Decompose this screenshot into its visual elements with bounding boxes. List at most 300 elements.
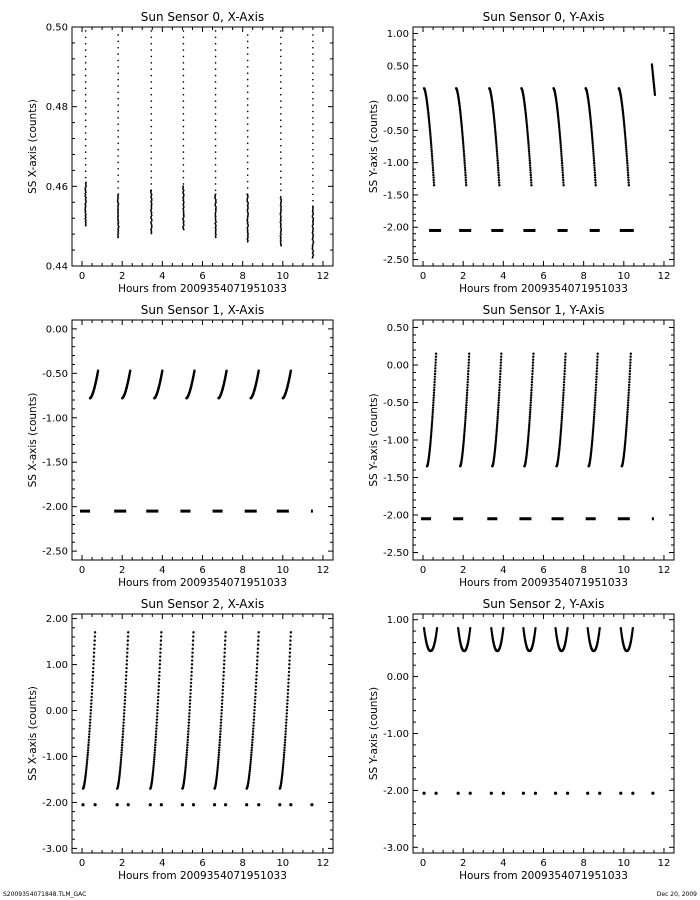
y-tick-label: -2.00 <box>383 785 409 797</box>
data-point <box>467 381 469 383</box>
data-point <box>215 119 217 121</box>
data-point <box>250 751 252 753</box>
y-tick-label: 0.50 <box>386 323 409 334</box>
x-tick-label: 12 <box>316 271 330 282</box>
data-point <box>467 364 469 366</box>
data-point <box>560 426 562 428</box>
y-tick-label: 0.00 <box>386 360 409 372</box>
data-point <box>463 151 465 153</box>
data-point <box>284 733 286 735</box>
data-point <box>247 53 249 55</box>
data-point <box>280 190 282 192</box>
data-point <box>183 94 185 96</box>
data-point <box>464 424 466 426</box>
data-point <box>530 394 532 396</box>
data-point <box>181 803 184 806</box>
data-point <box>158 671 160 673</box>
data-point <box>561 157 563 159</box>
data-point <box>257 639 259 641</box>
data-point <box>158 674 160 676</box>
data-point <box>247 136 249 138</box>
x-tick-label: 10 <box>276 858 290 869</box>
x-axis-label: Hours from 2009354071951033 <box>459 283 628 295</box>
data-point <box>290 631 292 633</box>
data-point <box>90 709 92 711</box>
data-point <box>528 151 530 153</box>
x-tick-label: 12 <box>657 271 671 282</box>
data-point <box>280 81 282 83</box>
data-point <box>191 651 193 653</box>
data-point <box>433 179 435 181</box>
data-point <box>217 761 219 763</box>
data-point <box>87 741 89 743</box>
data-point <box>433 392 435 394</box>
data-point <box>88 730 90 732</box>
data-point <box>155 736 157 738</box>
y-axis-label: SS Y-axis (counts) <box>368 393 380 487</box>
data-point <box>464 169 466 171</box>
data-point <box>117 136 119 138</box>
data-point <box>463 153 465 155</box>
data-point <box>183 164 185 166</box>
data-point <box>255 689 257 691</box>
x-tick-label: 4 <box>159 271 166 282</box>
data-point <box>283 749 285 751</box>
y-tick-label: -2.00 <box>42 797 68 809</box>
data-point <box>156 709 158 711</box>
data-point <box>280 113 282 115</box>
data-point <box>117 168 119 170</box>
x-tick-label: 8 <box>580 565 587 576</box>
data-point <box>215 81 217 83</box>
data-point <box>629 361 631 363</box>
data-point <box>432 404 434 406</box>
data-point <box>117 53 119 55</box>
y-tick-label: 0.00 <box>45 706 68 718</box>
data-point <box>312 143 314 145</box>
data-point <box>151 145 153 147</box>
data-point <box>528 420 530 422</box>
data-point <box>222 674 224 676</box>
data-point <box>215 43 217 45</box>
data-point <box>528 153 530 155</box>
data-point <box>85 177 87 179</box>
data-point <box>463 162 465 164</box>
x-tick-label: 10 <box>276 271 290 282</box>
data-point <box>185 758 187 760</box>
data-point <box>287 692 289 694</box>
data-point <box>85 132 87 134</box>
data-point <box>247 123 249 125</box>
data-point <box>594 181 596 183</box>
data-point <box>431 155 433 157</box>
data-point <box>126 648 128 650</box>
data-point <box>625 151 627 153</box>
data-point <box>257 803 260 806</box>
data-point <box>159 648 161 650</box>
data-point <box>467 367 469 369</box>
data-point <box>530 399 532 401</box>
data-point <box>119 765 121 767</box>
data-point <box>87 749 89 751</box>
data-point <box>434 792 437 795</box>
data-point <box>495 144 497 146</box>
data-point <box>462 140 464 142</box>
data-point <box>151 37 153 39</box>
data-point <box>554 792 557 795</box>
data-point <box>117 237 119 239</box>
data-point <box>500 358 502 360</box>
data-point <box>258 369 260 371</box>
data-point <box>592 422 594 424</box>
data-point <box>627 179 629 181</box>
y-tick-label: 0.50 <box>386 61 409 73</box>
data-point <box>500 361 502 363</box>
data-point <box>286 702 288 704</box>
data-point <box>285 727 287 729</box>
data-point <box>595 386 597 388</box>
data-point <box>280 139 282 141</box>
x-axis-label: Hours from 2009354071951033 <box>459 577 628 589</box>
data-point <box>123 715 125 717</box>
data-point <box>220 721 222 723</box>
data-point <box>280 49 282 51</box>
x-tick-label: 0 <box>78 271 86 282</box>
data-point <box>91 682 93 684</box>
y-tick-label: -2.50 <box>42 546 68 558</box>
data-point <box>497 169 499 171</box>
data-point <box>125 674 127 676</box>
data-point <box>499 367 501 369</box>
data-point <box>435 356 437 358</box>
data-point <box>462 138 464 140</box>
data-point <box>121 741 123 743</box>
data-point <box>495 138 497 140</box>
data-point <box>183 30 185 32</box>
data-point <box>498 399 500 401</box>
data-point <box>183 229 185 231</box>
data-point <box>119 763 121 765</box>
data-point <box>286 709 288 711</box>
data-point <box>464 164 466 166</box>
data-point <box>190 685 192 687</box>
data-point <box>215 68 217 70</box>
data-point <box>624 138 626 140</box>
data-point <box>626 415 628 417</box>
data-point <box>151 30 153 32</box>
data-point <box>215 107 217 109</box>
data-point <box>592 153 594 155</box>
data-point <box>593 169 595 171</box>
data-point <box>280 68 282 70</box>
data-point <box>89 724 91 726</box>
data-point <box>431 426 433 428</box>
data-point <box>117 72 119 74</box>
data-point <box>627 404 629 406</box>
data-point <box>187 724 189 726</box>
data-point <box>496 155 498 157</box>
data-point <box>529 167 531 169</box>
data-point <box>218 751 220 753</box>
plot-frame <box>413 320 674 560</box>
data-point <box>496 151 498 153</box>
data-point <box>88 727 90 729</box>
data-point <box>123 706 125 708</box>
data-point <box>628 184 630 186</box>
data-point <box>85 225 87 227</box>
data-point <box>122 733 124 735</box>
data-point <box>464 167 466 169</box>
data-point <box>192 635 194 637</box>
data-point <box>528 422 530 424</box>
data-point <box>251 741 253 743</box>
data-point <box>532 361 534 363</box>
data-point <box>496 157 498 159</box>
data-point <box>251 744 253 746</box>
data-point <box>151 113 153 115</box>
data-point <box>432 167 434 169</box>
data-point <box>247 117 249 119</box>
data-point <box>468 353 470 355</box>
data-point <box>247 92 249 94</box>
data-point <box>183 177 185 179</box>
data-point <box>593 157 595 159</box>
data-point <box>215 158 217 160</box>
data-point <box>120 756 122 758</box>
y-tick-label: -0.50 <box>383 398 409 409</box>
data-point <box>531 370 533 372</box>
x-tick-label: 2 <box>119 271 126 282</box>
data-point <box>431 160 433 162</box>
x-axis-label: Hours from 2009354071951033 <box>118 870 287 882</box>
data-point <box>280 196 282 198</box>
data-point <box>561 413 563 415</box>
data-point <box>592 148 594 150</box>
data-point <box>117 187 119 189</box>
data-point <box>631 792 634 795</box>
data-point <box>90 702 92 704</box>
data-point <box>287 678 289 680</box>
data-point <box>225 369 227 371</box>
data-point <box>158 678 160 680</box>
data-point <box>94 631 96 633</box>
data-point <box>247 174 249 176</box>
data-point <box>498 386 500 388</box>
data-point <box>626 409 628 411</box>
data-point <box>120 758 122 760</box>
data-point <box>625 144 627 146</box>
data-point <box>284 730 286 732</box>
data-point <box>561 167 563 169</box>
data-point <box>116 803 119 806</box>
x-tick-label: 2 <box>460 271 467 282</box>
data-point <box>215 237 217 239</box>
data-point <box>531 373 533 375</box>
data-point <box>431 424 433 426</box>
data-point <box>312 34 314 36</box>
x-tick-label: 4 <box>500 271 507 282</box>
data-point <box>159 655 161 657</box>
data-point <box>215 164 217 166</box>
data-point <box>312 66 314 68</box>
data-point <box>151 164 153 166</box>
data-point <box>561 162 563 164</box>
data-point <box>594 174 596 176</box>
data-point <box>528 155 530 157</box>
data-point <box>253 709 255 711</box>
x-axis-label: Hours from 2009354071951033 <box>118 577 287 589</box>
data-point <box>502 792 505 795</box>
plot-6 <box>368 597 674 882</box>
data-point <box>151 177 153 179</box>
data-point <box>117 98 119 100</box>
data-point <box>531 384 533 386</box>
data-point <box>125 682 127 684</box>
data-point <box>280 158 282 160</box>
data-point <box>530 181 532 183</box>
data-point <box>123 712 125 714</box>
data-point <box>85 43 87 45</box>
data-point <box>280 145 282 147</box>
data-point <box>462 144 464 146</box>
data-point <box>90 706 92 708</box>
data-point <box>564 364 566 366</box>
data-point <box>598 792 601 795</box>
plot-3 <box>27 303 333 589</box>
x-tick-label: 6 <box>199 565 206 576</box>
data-point <box>595 373 597 375</box>
data-point <box>464 415 466 417</box>
data-point <box>183 107 185 109</box>
data-point <box>432 171 434 173</box>
data-point <box>124 689 126 691</box>
data-point <box>625 146 627 148</box>
data-point <box>284 744 286 746</box>
data-point <box>530 401 532 403</box>
data-point <box>561 164 563 166</box>
data-point <box>247 143 249 145</box>
data-point <box>529 409 531 411</box>
data-points <box>84 30 314 259</box>
data-point <box>121 736 123 738</box>
data-point <box>153 761 155 763</box>
data-point <box>463 157 465 159</box>
data-point <box>221 702 223 704</box>
data-point <box>627 171 629 173</box>
x-tick-label: 2 <box>119 858 126 869</box>
data-point <box>183 49 185 51</box>
data-point <box>223 667 225 669</box>
data-point <box>247 60 249 62</box>
data-point <box>527 140 529 142</box>
data-point <box>153 756 155 758</box>
data-point <box>626 167 628 169</box>
data-point <box>431 157 433 159</box>
data-point <box>430 144 432 146</box>
y-tick-label: -2.00 <box>383 510 409 522</box>
plot-5 <box>27 597 333 882</box>
data-point <box>85 68 87 70</box>
x-tick-label: 10 <box>617 565 631 576</box>
data-point <box>183 119 185 121</box>
data-point <box>154 751 156 753</box>
data-point <box>626 164 628 166</box>
data-point <box>561 169 563 171</box>
data-point <box>254 706 256 708</box>
data-points <box>426 353 632 468</box>
data-point <box>154 746 156 748</box>
data-point <box>497 409 499 411</box>
data-point <box>247 168 249 170</box>
data-point <box>222 682 224 684</box>
data-point <box>247 162 249 164</box>
data-point <box>596 370 598 372</box>
data-point <box>435 358 437 360</box>
data-point <box>562 174 564 176</box>
data-point <box>495 142 497 144</box>
data-point <box>464 420 466 422</box>
data-point <box>433 181 435 183</box>
data-point <box>121 749 123 751</box>
y-tick-label: -2.50 <box>383 255 409 267</box>
data-point <box>117 41 119 43</box>
y-axis-label: SS X-axis (counts) <box>27 99 39 194</box>
data-point <box>562 401 564 403</box>
data-point <box>125 678 127 680</box>
data-point <box>256 667 258 669</box>
data-point <box>254 699 256 701</box>
data-point <box>280 132 282 134</box>
data-point <box>251 739 253 741</box>
data-point <box>156 718 158 720</box>
data-point <box>159 659 161 661</box>
data-point <box>185 754 187 756</box>
plot-title: Sun Sensor 2, Y-Axis <box>482 597 605 611</box>
data-point <box>595 378 597 380</box>
data-point <box>247 79 249 81</box>
data-point <box>254 696 256 698</box>
data-point <box>288 671 290 673</box>
data-point <box>218 744 220 746</box>
data-point <box>88 739 90 741</box>
data-point <box>563 370 565 372</box>
data-point <box>215 177 217 179</box>
data-point <box>530 184 532 186</box>
data-point <box>123 718 125 720</box>
data-point <box>422 792 425 795</box>
y-tick-label: -1.50 <box>383 473 409 484</box>
y-axis-label: SS X-axis (counts) <box>27 686 39 781</box>
data-point <box>561 411 563 413</box>
y-tick-label: -2.00 <box>42 502 68 514</box>
data-point <box>465 184 467 186</box>
data-point <box>183 75 185 77</box>
data-point <box>250 756 252 758</box>
data-point <box>628 392 630 394</box>
data-point <box>85 158 87 160</box>
data-point <box>122 721 124 723</box>
data-point <box>562 171 564 173</box>
data-point <box>190 671 192 673</box>
data-point <box>591 142 593 144</box>
data-point <box>466 384 468 386</box>
data-point <box>92 667 94 669</box>
data-point <box>85 88 87 90</box>
data-point <box>560 155 562 157</box>
data-point <box>467 378 469 380</box>
x-tick-label: 12 <box>657 858 671 869</box>
data-point <box>152 765 154 767</box>
